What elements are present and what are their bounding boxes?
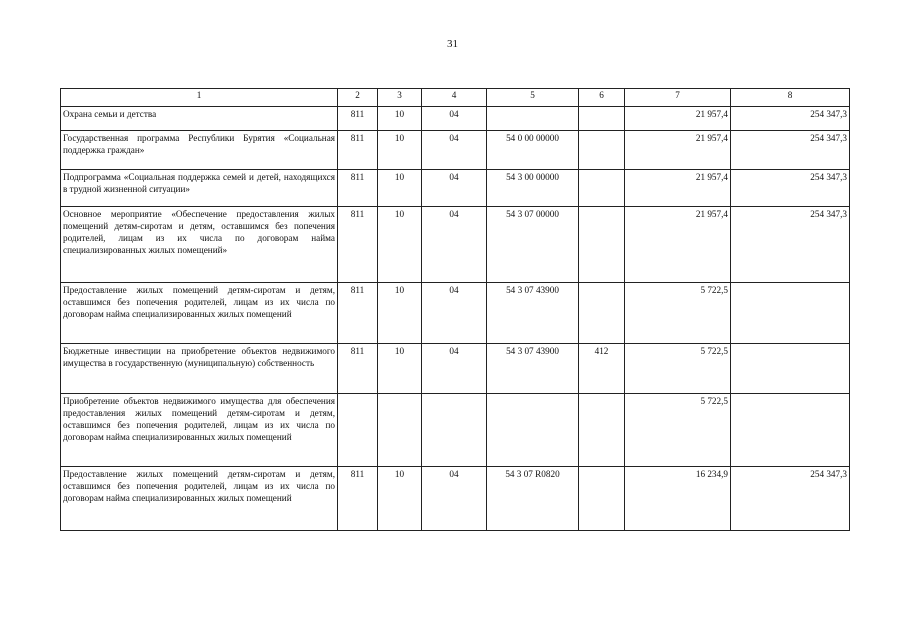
- row-code-section: [378, 394, 422, 467]
- row-target-article: 54 3 07 43900: [487, 283, 579, 344]
- table-row: [61, 467, 850, 531]
- header-cell: 4: [422, 89, 487, 107]
- row-code-ministry: 811: [338, 467, 378, 531]
- row-code-ministry: 811: [338, 283, 378, 344]
- row-amount-8: [731, 283, 850, 344]
- row-expense-type: [579, 131, 625, 170]
- header-cell: 1: [61, 89, 338, 107]
- row-code-section: 10: [378, 467, 422, 531]
- row-name: Предоставление жилых помещений детям-сиротам и детям, оставшимся без попечения родителей, лицам из их числа по договорам найма специализированных жилых помещений: [61, 467, 338, 531]
- row-code-subsection: 04: [422, 344, 487, 394]
- row-code-section: 10: [378, 131, 422, 170]
- row-target-article: 54 0 00 00000: [487, 131, 579, 170]
- row-amount-8: 254 347,3: [731, 467, 850, 531]
- row-code-ministry: 811: [338, 170, 378, 207]
- row-code-section: 10: [378, 283, 422, 344]
- page-number: 31: [447, 38, 458, 50]
- row-amount-7: 5 722,5: [625, 344, 731, 394]
- row-expense-type: [579, 207, 625, 283]
- row-code-subsection: 04: [422, 207, 487, 283]
- table-row: [61, 107, 850, 131]
- row-code-section: 10: [378, 207, 422, 283]
- row-name: Основное мероприятие «Обеспечение предоставления жилых помещений детям-сиротам и детям, оставшимся без попечения родителей, лицам из их числа по договорам найма специализированных жилых помещений»: [61, 207, 338, 283]
- row-amount-7: 21 957,4: [625, 107, 731, 131]
- table-header-row: [61, 89, 850, 107]
- row-target-article: 54 3 07 R0820: [487, 467, 579, 531]
- row-code-ministry: [338, 394, 378, 467]
- row-amount-8: 254 347,3: [731, 131, 850, 170]
- row-name: Бюджетные инвестиции на приобретение объектов недвижимого имущества в государственную (муниципальную) собственность: [61, 344, 338, 394]
- budget-table: [60, 88, 850, 531]
- header-cell: 3: [378, 89, 422, 107]
- row-name: Подпрограмма «Социальная поддержка семей и детей, находящихся в трудной жизненной ситуации»: [61, 170, 338, 207]
- row-amount-7: 5 722,5: [625, 283, 731, 344]
- table-row: [61, 344, 850, 394]
- row-name: Приобретение объектов недвижимого имущества для обеспечения предоставления жилых помещений детям-сиротам и детям, оставшимся без попечения родителей, лицам из их числа по договорам найма специализированных жилых помещений: [61, 394, 338, 467]
- row-expense-type: [579, 283, 625, 344]
- header-cell: 7: [625, 89, 731, 107]
- row-amount-7: 21 957,4: [625, 207, 731, 283]
- row-name: Охрана семьи и детства: [61, 107, 338, 131]
- table-row: [61, 394, 850, 467]
- row-code-ministry: 811: [338, 107, 378, 131]
- row-amount-8: 254 347,3: [731, 107, 850, 131]
- row-amount-7: 16 234,9: [625, 467, 731, 531]
- header-cell: 8: [731, 89, 850, 107]
- row-target-article: 54 3 07 43900: [487, 344, 579, 394]
- row-code-ministry: 811: [338, 207, 378, 283]
- row-code-section: 10: [378, 344, 422, 394]
- row-name: Предоставление жилых помещений детям-сиротам и детям, оставшимся без попечения родителей, лицам из их числа по договорам найма специализированных жилых помещений: [61, 283, 338, 344]
- table-row: [61, 283, 850, 344]
- row-expense-type: [579, 467, 625, 531]
- row-amount-7: 5 722,5: [625, 394, 731, 467]
- row-code-subsection: 04: [422, 467, 487, 531]
- row-code-section: 10: [378, 107, 422, 131]
- row-expense-type: 412: [579, 344, 625, 394]
- row-amount-8: [731, 344, 850, 394]
- row-code-section: 10: [378, 170, 422, 207]
- row-expense-type: [579, 170, 625, 207]
- row-target-article: 54 3 00 00000: [487, 170, 579, 207]
- row-name: Государственная программа Республики Бурятия «Социальная поддержка граждан»: [61, 131, 338, 170]
- header-cell: 5: [487, 89, 579, 107]
- row-expense-type: [579, 107, 625, 131]
- row-amount-8: [731, 394, 850, 467]
- row-expense-type: [579, 394, 625, 467]
- row-amount-7: 21 957,4: [625, 170, 731, 207]
- row-amount-8: 254 347,3: [731, 170, 850, 207]
- row-target-article: [487, 107, 579, 131]
- table-row: [61, 170, 850, 207]
- row-target-article: [487, 394, 579, 467]
- row-amount-8: 254 347,3: [731, 207, 850, 283]
- row-code-subsection: 04: [422, 107, 487, 131]
- header-cell: 2: [338, 89, 378, 107]
- row-code-subsection: 04: [422, 170, 487, 207]
- row-code-ministry: 811: [338, 131, 378, 170]
- row-amount-7: 21 957,4: [625, 131, 731, 170]
- table-row: [61, 131, 850, 170]
- row-code-subsection: [422, 394, 487, 467]
- row-code-ministry: 811: [338, 344, 378, 394]
- row-target-article: 54 3 07 00000: [487, 207, 579, 283]
- table-row: [61, 207, 850, 283]
- row-code-subsection: 04: [422, 131, 487, 170]
- header-cell: 6: [579, 89, 625, 107]
- row-code-subsection: 04: [422, 283, 487, 344]
